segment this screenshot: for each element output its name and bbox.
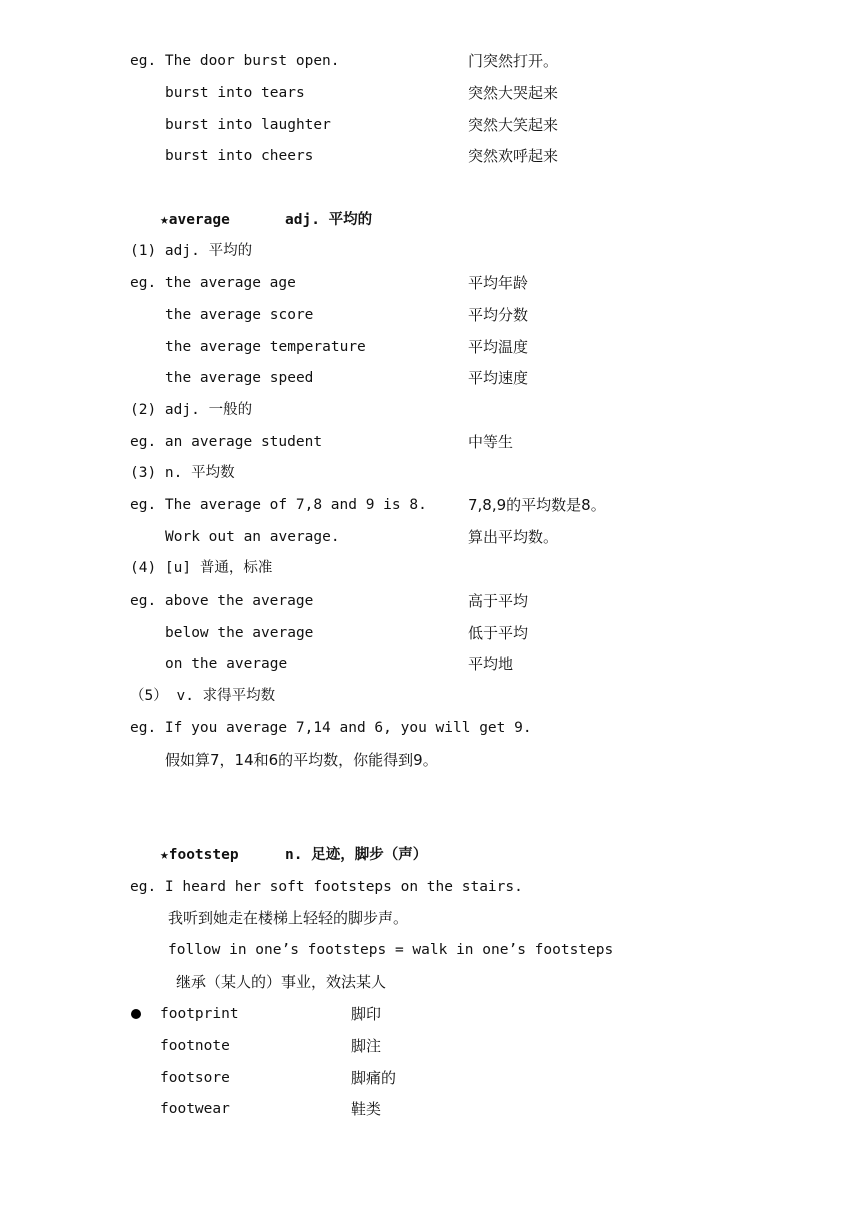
footstep-pos: n. 足迹，脚步（声） — [285, 847, 428, 863]
compound-word-1-en: footprint — [160, 1006, 239, 1022]
average-s1-example-4-en: the average speed — [165, 370, 314, 386]
average-sense-3: (3) n. 平均数 — [130, 465, 235, 481]
footstep-example-zh: 我听到她走在楼梯上轻轻的脚步声。 — [168, 909, 409, 927]
average-heading: ★average — [160, 212, 230, 228]
compound-word-2-en: footnote — [160, 1038, 230, 1054]
average-s4-example-1-en: eg. above the average — [130, 593, 314, 609]
compound-word-4-en: footwear — [160, 1101, 230, 1117]
average-sense-2: (2) adj. 一般的 — [130, 402, 253, 418]
compound-word-1-zh: 脚印 — [351, 1005, 382, 1023]
average-s1-example-3-zh: 平均温度 — [468, 338, 529, 356]
compound-word-3-zh: 脚痛的 — [351, 1069, 397, 1087]
average-s5-example-en: eg. If you average 7,14 and 6, you will get 9. — [130, 720, 532, 736]
burst-example-2-zh: 突然大哭起来 — [468, 84, 559, 102]
average-s3-example-1-zh: 7,8,9的平均数是8。 — [468, 496, 606, 514]
average-s3-example-1-en: eg. The average of 7,8 and 9 is 8. — [130, 497, 427, 513]
average-s1-example-4-zh: 平均速度 — [468, 369, 529, 387]
bullet-dot-icon — [131, 1009, 141, 1019]
average-sense-4: (4) [u] 普通，标准 — [130, 560, 273, 576]
average-s1-example-2-zh: 平均分数 — [468, 306, 529, 324]
burst-example-4-en: burst into cheers — [165, 148, 314, 164]
burst-example-3-zh: 突然大笑起来 — [468, 116, 559, 134]
average-s1-example-2-en: the average score — [165, 307, 314, 323]
average-s3-example-2-en: Work out an average. — [165, 529, 340, 545]
average-s2-example-1-zh: 中等生 — [468, 433, 514, 451]
average-s4-example-1-zh: 高于平均 — [468, 592, 529, 610]
compound-word-4-zh: 鞋类 — [351, 1100, 382, 1118]
average-s4-example-3-en: on the average — [165, 656, 288, 672]
average-s4-example-3-zh: 平均地 — [468, 655, 514, 673]
burst-example-1-zh: 门突然打开。 — [468, 52, 559, 70]
footstep-example-en: eg. I heard her soft footsteps on the stairs. — [130, 879, 523, 895]
compound-word-2-zh: 脚注 — [351, 1037, 382, 1055]
burst-example-1-en: eg. The door burst open. — [130, 53, 340, 69]
average-sense-1: (1) adj. 平均的 — [130, 243, 253, 259]
average-s3-example-2-zh: 算出平均数。 — [468, 528, 559, 546]
average-s5-example-zh: 假如算7，14和6的平均数，你能得到9。 — [165, 751, 438, 769]
burst-example-4-zh: 突然欢呼起来 — [468, 147, 559, 165]
average-s1-example-1-zh: 平均年龄 — [468, 274, 529, 292]
burst-example-3-en: burst into laughter — [165, 117, 331, 133]
compound-word-3-en: footsore — [160, 1070, 230, 1086]
footstep-heading: ★footstep — [160, 847, 239, 863]
average-s1-example-3-en: the average temperature — [165, 339, 366, 355]
footstep-idiom-en: follow in one’s footsteps = walk in one’s footsteps — [168, 942, 614, 958]
average-sense-5: （5） v. 求得平均数 — [130, 688, 276, 704]
footstep-idiom-zh: 继承（某人的）事业，效法某人 — [176, 973, 387, 991]
average-s4-example-2-en: below the average — [165, 625, 314, 641]
average-s4-example-2-zh: 低于平均 — [468, 624, 529, 642]
burst-example-2-en: burst into tears — [165, 85, 305, 101]
average-s2-example-1-en: eg. an average student — [130, 434, 323, 450]
average-pos: adj. 平均的 — [285, 212, 373, 228]
average-s1-example-1-en: eg. the average age — [130, 275, 296, 291]
